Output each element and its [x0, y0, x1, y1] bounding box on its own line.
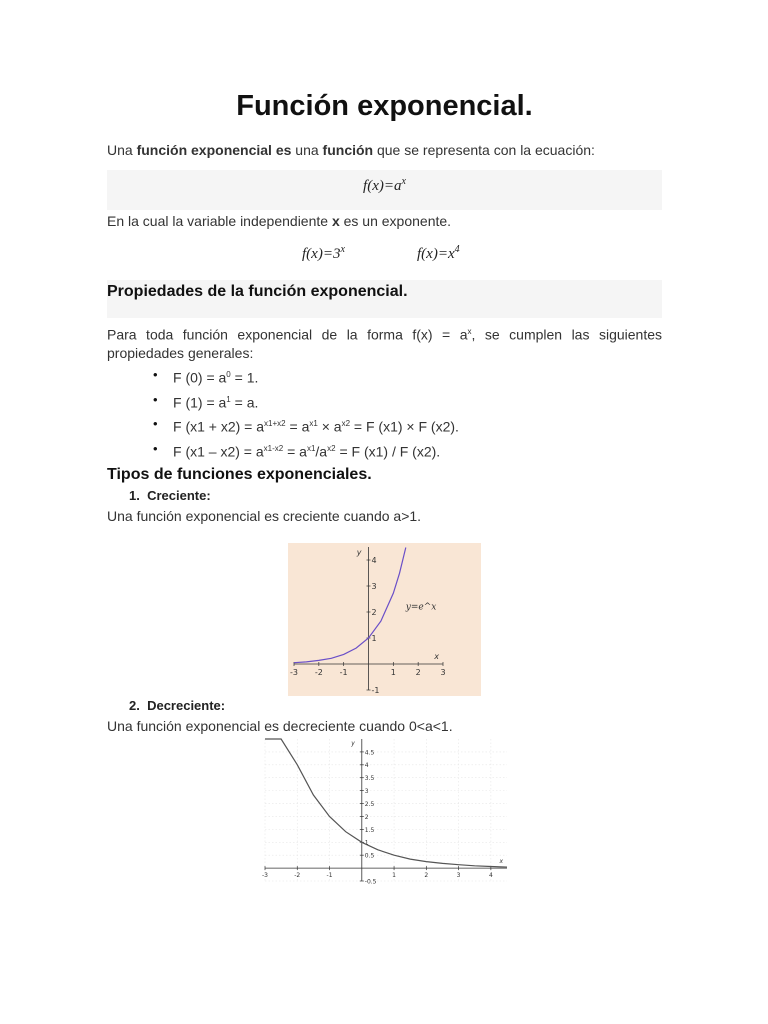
property-item: • F $(x1 + x2) = a^{x1+x2} = a^{x1} \times a^{x2} = F$ (x1) × F (x2).: [153, 413, 459, 438]
x-tick-label: 2: [424, 872, 429, 880]
y-tick-label: 0.5: [364, 852, 375, 860]
y-axis-label: y: [356, 548, 362, 557]
y-tick-label: 1.5: [364, 826, 375, 834]
decreasing-label: Decreciente:: [147, 698, 226, 713]
variable-note-text-1: En la cual la variable independiente: [107, 213, 332, 229]
y-tick-label: 2: [364, 813, 369, 821]
intro-paragraph: [107, 141, 595, 159]
properties-intro: [107, 323, 662, 362]
types-heading: Tipos de funciones exponenciales.: [107, 466, 372, 483]
y-tick-label: 3.5: [364, 775, 375, 783]
y-tick-label: -0.5: [364, 878, 377, 885]
increasing-number: 1.: [129, 488, 140, 503]
intro-text-1: Una: [107, 142, 137, 158]
decreasing-number: 2.: [129, 698, 140, 713]
properties-list: [153, 364, 459, 463]
x-tick-label: -1: [339, 668, 348, 677]
y-tick-label: 4.5: [364, 749, 375, 757]
y-tick-label: 4: [364, 762, 369, 770]
increasing-heading: [129, 488, 211, 503]
page-title: Función exponencial.: [236, 90, 533, 122]
increasing-label: Creciente:: [147, 488, 211, 503]
x-tick-label: 3: [440, 668, 446, 677]
example-equation-1: [302, 244, 345, 263]
intro-text-3: que se representa con la ecuación:: [373, 142, 595, 158]
x-axis-label: x: [434, 652, 439, 661]
properties-intro-pre: Para toda función exponencial de la forma f(x) = a: [107, 326, 468, 343]
y-axis-label: y: [351, 740, 355, 747]
example-equation-2: [417, 244, 460, 263]
x-tick-label: -3: [262, 872, 268, 880]
x-tick-label: 3: [456, 872, 461, 880]
decreasing-heading: [129, 698, 225, 713]
decreasing-exponential-chart: [257, 735, 512, 885]
y-tick-label: 3: [371, 582, 377, 592]
intro-bold-1: función exponencial es: [136, 142, 292, 158]
property-item: • F $(x1 - x2) = a^{x1-x2} = a^{x1}/a^{x2} = F$ (x1) / F (x2).: [153, 438, 459, 463]
example-2-base: f(x)=x: [417, 246, 455, 262]
y-tick-label: 1: [371, 634, 377, 644]
properties-intro-post: , se cumplen las siguientes propiedades generales:: [107, 326, 662, 361]
x-tick-label: 1: [390, 668, 396, 677]
y-tick-label: 1: [364, 839, 369, 847]
x-tick-label: -2: [314, 668, 323, 677]
variable-note-bold: x: [331, 213, 340, 229]
intro-text-2: una: [291, 142, 323, 158]
property-item: • F $(1) = a^1 = a$.: [153, 389, 459, 414]
example-1-exponent: x: [340, 244, 345, 255]
chart-background: [257, 735, 512, 885]
property-item: • F $(0) = a^0 = 1$.: [153, 364, 459, 389]
x-axis-label: x: [499, 858, 503, 866]
properties-intro-exponent: x: [467, 327, 472, 336]
x-tick-label: 2: [415, 668, 421, 677]
main-equation-base: f(x)=a: [363, 178, 402, 194]
increasing-exponential-chart: [288, 543, 481, 696]
intro-bold-2: función: [322, 142, 374, 158]
increasing-text: Una función exponencial es creciente cuando a>1.: [107, 508, 422, 524]
main-equation: [107, 176, 662, 195]
decreasing-text: Una función exponencial es decreciente cuando 0<a<1.: [107, 718, 453, 734]
y-tick-label: 2: [371, 608, 377, 618]
y-tick-label: -1: [371, 686, 380, 696]
y-tick-label: 2.5: [364, 800, 375, 808]
example-2-exponent: 4: [454, 244, 460, 255]
variable-note: [107, 212, 451, 230]
properties-heading: Propiedades de la función exponencial.: [107, 283, 408, 300]
y-tick-label: 4: [371, 556, 377, 566]
x-tick-label: 1: [392, 872, 396, 880]
main-equation-exponent: x: [401, 176, 406, 187]
variable-note-text-2: es un exponente.: [339, 213, 452, 229]
series-label: y=e^x: [405, 602, 437, 613]
example-1-base: f(x)=3: [302, 246, 341, 262]
y-tick-label: 3: [364, 788, 369, 796]
x-tick-label: 4: [488, 872, 493, 880]
x-tick-label: -2: [294, 872, 301, 880]
x-tick-label: -1: [326, 872, 333, 880]
x-tick-label: -3: [290, 668, 298, 677]
